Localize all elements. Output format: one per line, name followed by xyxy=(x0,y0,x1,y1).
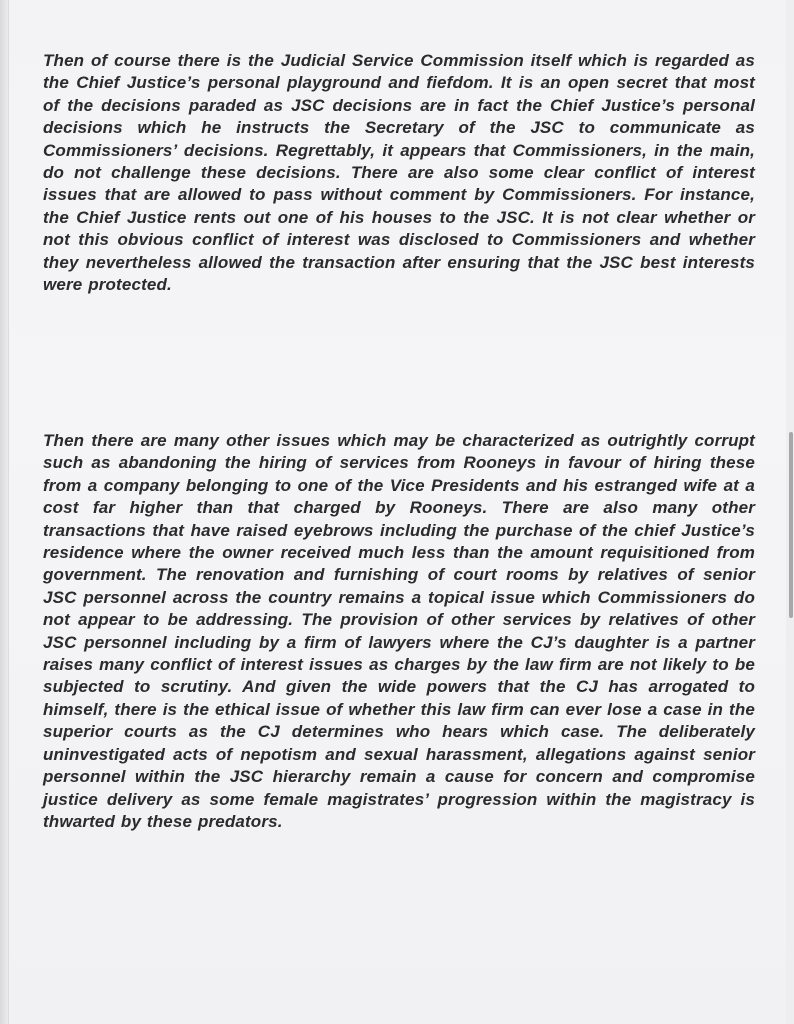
paragraph-jsc-fiefdom: Then of course there is the Judicial Service Commission itself which is regarded as the Chief Justice’s personal playground and fiefdom. It is an open secret that most of the decisions paraded as JSC decisions are in fact the Chief Justice’s personal decisions which he instructs the Secretary of the JSC to communicate as Commissioners’ decisions. Regrettably, it appears that Commissioners, in the main, do not challenge these decisions. There are also some clear conflict of interest issues that are allowed to pass without comment by Commissioners. For instance, the Chief Justice rents out one of his houses to the JSC. It is not clear whether or not this obvious conflict of interest was disclosed to Commissioners and whether they nevertheless allowed the transaction after ensuring that the JSC best interests were protected. xyxy=(43,51,755,295)
paragraph-corruption-issues: Then there are many other issues which may be characterized as outrightly corrupt such as abandoning the hiring of services from Rooneys in favour of hiring these from a company belonging to one of the Vice Presidents and his estranged wife at a cost far higher than that charged by Rooneys. There are also many other transactions that have raised eyebrows including the purchase of the chief Justice’s residence where the owner received much less than the amount requisitioned from government. The renovation and furnishing of court rooms by relatives of senior JSC personnel across the country remains a topical issue which Commissioners do not appear to be addressing. The provision of other services by relatives of other JSC personnel including by a firm of lawyers where the CJ’s daughter is a partner raises many conflict of interest issues as charges by the law firm are not likely to be subjected to scrutiny. And given the wide powers that the CJ has arrogated to himself, there is the ethical issue of whether this law firm can ever lose a case in the superior courts as the CJ determines who hears which case. The deliberately uninvestigated acts of nepotism and sexual harassment, allegations against senior personnel within the JSC hierarchy remain a cause for concern and compromise justice delivery as some female magistrates’ progression within the magistracy is thwarted by these predators. xyxy=(43,431,755,831)
vertical-scrollbar[interactable] xyxy=(786,0,794,1024)
document-page xyxy=(8,0,786,1024)
scrollbar-thumb[interactable] xyxy=(789,432,793,618)
